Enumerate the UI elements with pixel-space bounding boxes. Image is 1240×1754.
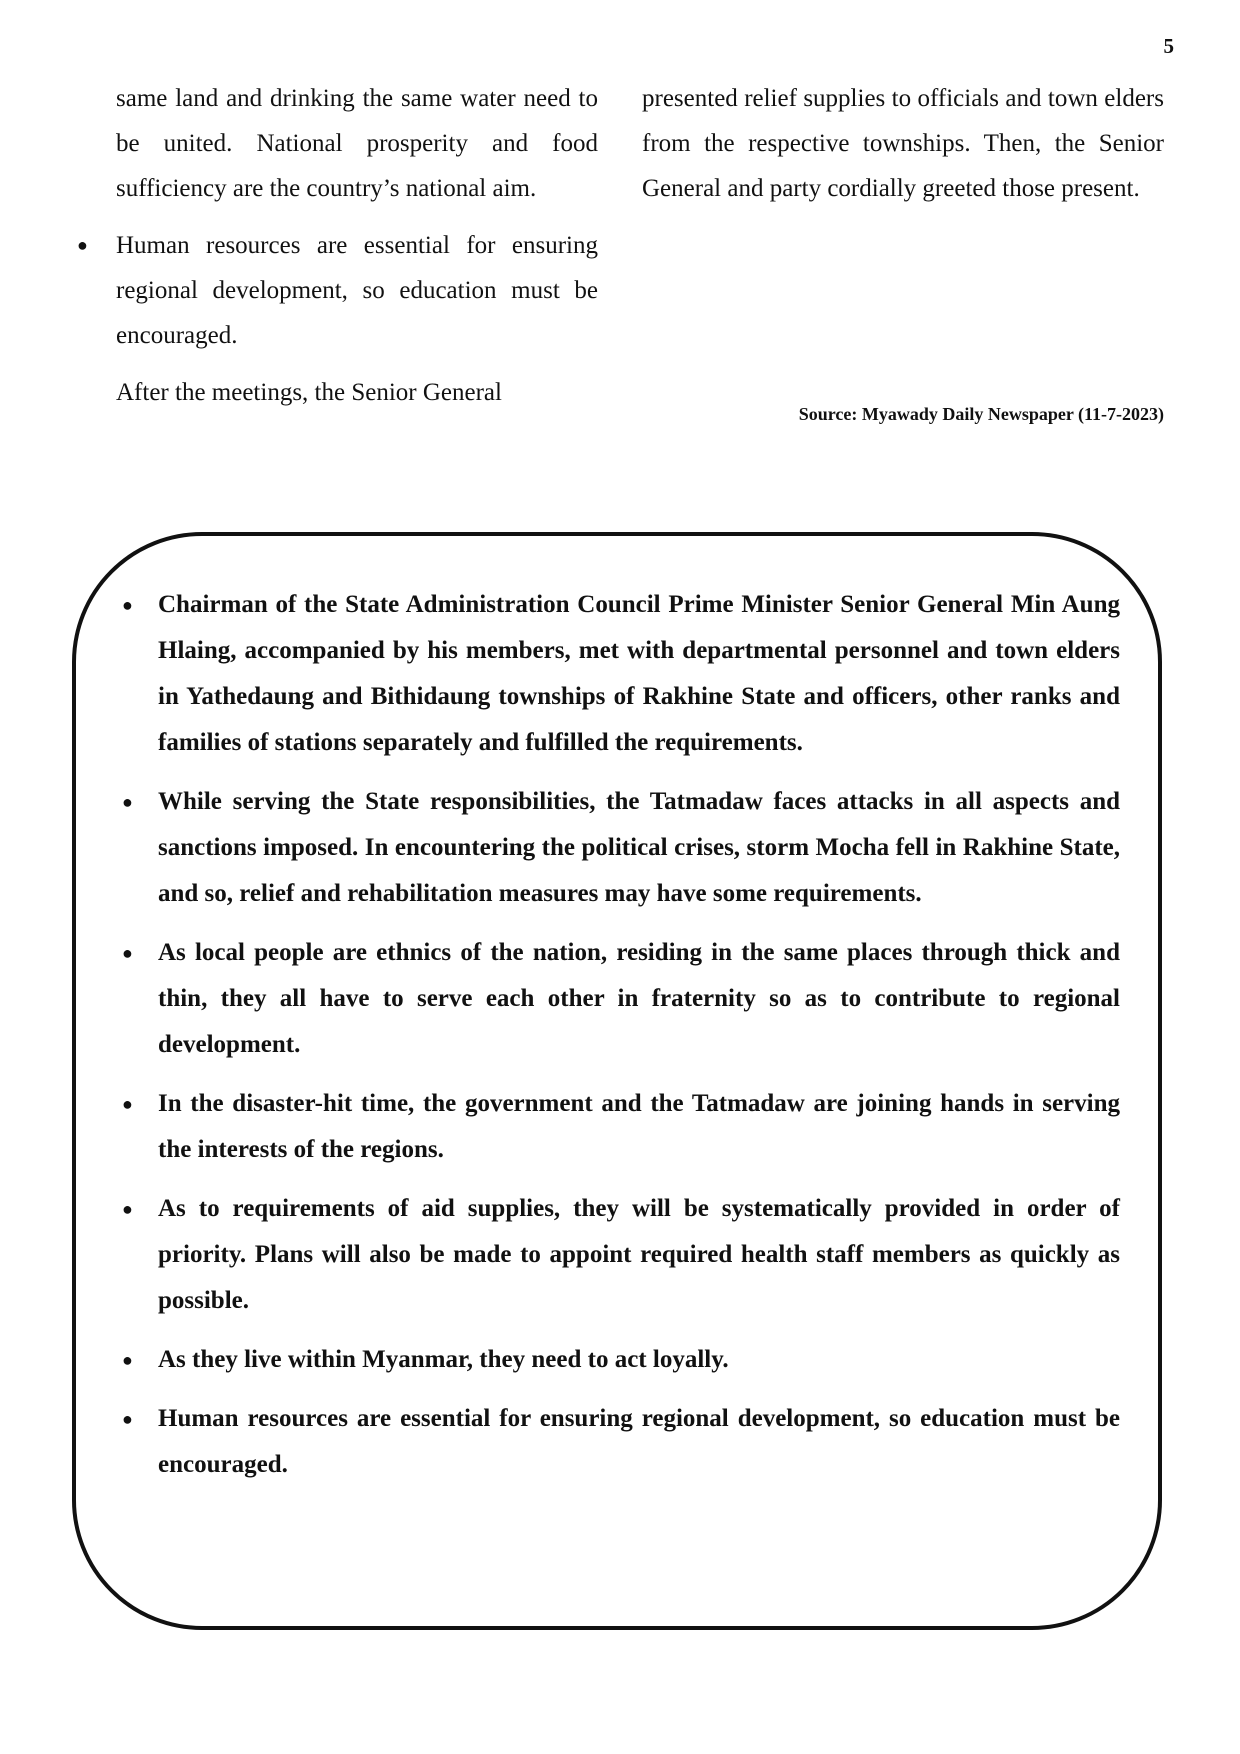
bullet-icon: ● (77, 235, 88, 255)
summary-item (122, 1081, 1120, 1173)
left-bullet-text: Human resources are essential for ensuring regional development, so education must be encouraged. (116, 232, 598, 349)
bullet-icon: ● (122, 1094, 133, 1114)
bullet-icon: ● (122, 792, 133, 812)
summary-item-text: While serving the State responsibilities, the Tatmadaw faces attacks in all aspects and sanctions imposed. In encountering the political crises, storm Mocha fell in Rakhine State, and so, relief and rehabilitation measures may have some requirements. (158, 788, 1120, 907)
left-paragraph-continued: same land and drinking the same water need to be united. National prosperity and food sufficiency are the country’s national aim. (116, 85, 598, 202)
left-paragraph-after: After the meetings, the Senior General (116, 379, 502, 406)
left-bullet-item (77, 223, 598, 358)
summary-item (122, 1186, 1120, 1324)
summary-item-text: In the disaster-hit time, the government and the Tatmadaw are joining hands in serving the interests of the regions. (158, 1090, 1120, 1163)
summary-item-text: As they live within Myanmar, they need to act loyally. (158, 1346, 729, 1373)
bullet-icon: ● (122, 1409, 133, 1429)
bullet-icon: ● (122, 1350, 133, 1370)
bullet-icon: ● (122, 943, 133, 963)
right-column (642, 76, 1164, 211)
summary-item (122, 779, 1120, 917)
summary-item-text: Chairman of the State Administration Council Prime Minister Senior General Min Aung Hlaing, accompanied by his members, met with departmental personnel and town elders in Yathedaung and Bithidaung townships of Rakhine State and officers, other ranks and families of stations separately and fulfilled the requirements. (158, 591, 1120, 756)
summary-item (122, 1396, 1120, 1488)
summary-list (122, 582, 1120, 1501)
right-paragraph: presented relief supplies to officials and town elders from the respective townships. Then, the Senior General and party cordially greeted those present. (642, 85, 1164, 202)
summary-item (122, 1337, 1120, 1383)
summary-item-text: As local people are ethnics of the nation, residing in the same places through thick and thin, they all have to serve each other in fraternity so as to contribute to regional development. (158, 939, 1120, 1058)
summary-item (122, 582, 1120, 766)
bullet-icon: ● (122, 1199, 133, 1219)
summary-item-text: As to requirements of aid supplies, they will be systematically provided in order of priority. Plans will also be made to appoint required health staff members as quickly as possible. (158, 1195, 1120, 1314)
source-citation: Source: Myawady Daily Newspaper (11-7-2023) (798, 404, 1164, 424)
bullet-icon: ● (122, 595, 133, 615)
page-number: 5 (1163, 34, 1174, 58)
left-column (77, 76, 598, 415)
summary-item (122, 930, 1120, 1068)
summary-item-text: Human resources are essential for ensuring regional development, so education must be encouraged. (158, 1405, 1120, 1478)
